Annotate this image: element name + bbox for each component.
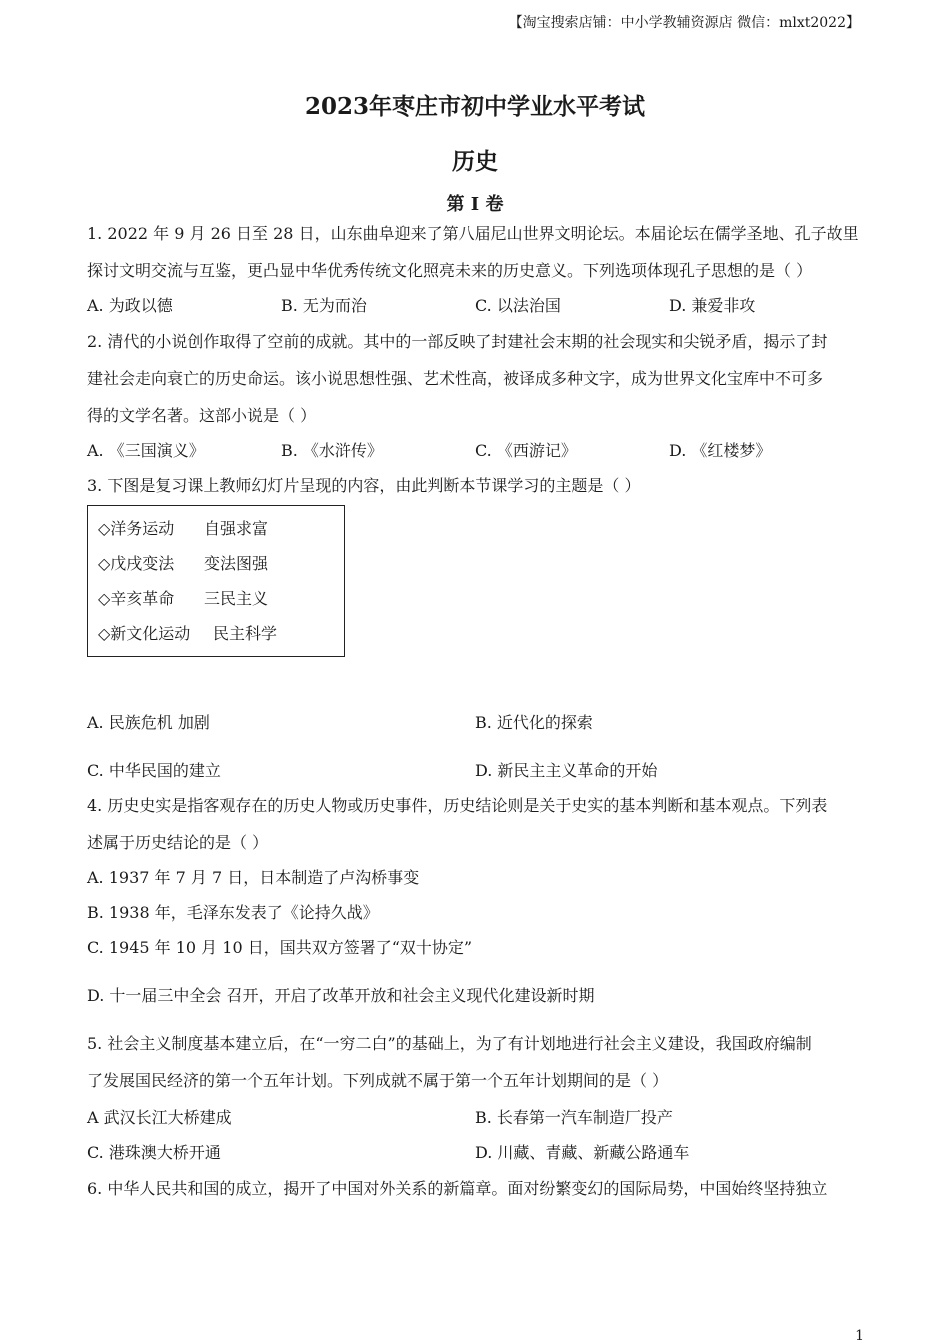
subject-title: 历史 [452,148,498,175]
question-4-option-a: A. 1937 年 7 月 7 日，日本制造了卢沟桥事变 [87,868,420,887]
question-5-option-b: B. 长春第一汽车制造厂投产 [475,1108,673,1127]
slide-row [98,586,268,609]
question-5-option-c: C. 港珠澳大桥开通 [87,1143,221,1162]
question-6-line-1: 6. 中华人民共和国的成立，揭开了中国对外关系的新篇章。面对纷繁变幻的国际局势，中国始终坚持独立 [87,1179,828,1198]
question-1-option-c: C. 以法治国 [475,296,561,315]
slide-event: ◇戊戌变法 [98,554,175,573]
slide-slogan: 变法图强 [204,554,269,573]
question-2-line-2: 建社会走向衰亡的历史命运。该小说思想性强、艺术性高，被译成多种文字，成为世界文化宝库中不可多 [87,369,824,388]
volume-title: 第 I 卷 [446,194,504,215]
slide-row [98,551,268,574]
question-2-option-b: B. 《水浒传》 [281,441,383,460]
question-1-option-d: D. 兼爱非攻 [669,296,756,315]
question-3-option-c: C. 中华民国的建立 [87,761,221,780]
question-3-option-d: D. 新民主主义革命的开始 [475,761,658,780]
question-4-option-d: D. 十一届三中全会 召开，开启了改革开放和社会主义现代化建设新时期 [87,986,595,1005]
question-3-option-a: A. 民族危机 加剧 [87,713,210,732]
question-4-option-b: B. 1938 年，毛泽东发表了《论持久战》 [87,903,379,922]
question-1-option-b: B. 无为而治 [281,296,367,315]
question-2-line-3: 得的文学名著。这部小说是（ ） [87,406,317,425]
slide-slogan: 三民主义 [204,589,269,608]
slide-event: ◇新文化运动 [98,624,191,643]
question-5-line-2: 了发展国民经济的第一个五年计划。下列成就不属于第一个五年计划期间的是（ ） [87,1071,669,1090]
page-number: 1 [855,1328,864,1344]
question-2-option-c: C. 《西游记》 [475,441,577,460]
slide-event: ◇洋务运动 [98,519,175,538]
question-5-option-a: A 武汉长江大桥建成 [87,1108,232,1127]
slide-row [98,516,268,539]
slide-row [98,621,277,644]
slide-slogan: 民主科学 [213,624,278,643]
question-3-option-b: B. 近代化的探索 [475,713,593,732]
slide-content-box [87,505,345,657]
question-5-line-1: 5. 社会主义制度基本建立后，在“一穷二白”的基础上，为了有计划地进行社会主义建设，我国政府编制 [87,1034,812,1053]
question-1-line-2: 探讨文明交流与互鉴，更凸显中华优秀传统文化照亮未来的历史意义。下列选项体现孔子思想的是（ ） [87,261,813,280]
question-2-option-a: A. 《三国演义》 [87,441,205,460]
question-5-option-d: D. 川藏、青藏、新藏公路通车 [475,1143,690,1162]
question-3-line-1: 3. 下图是复习课上教师幻灯片呈现的内容，由此判断本节课学习的主题是（ ） [87,476,641,495]
question-1-line-1: 1. 2022 年 9 月 26 日至 28 日，山东曲阜迎来了第八届尼山世界文明论坛。本届论坛在儒学圣地、孔子故里 [87,224,859,243]
question-2-line-1: 2. 清代的小说创作取得了空前的成就。其中的一部反映了封建社会末期的社会现实和尖锐矛盾，揭示了封 [87,332,828,351]
question-1-option-a: A. 为政以德 [87,296,173,315]
question-4-option-c: C. 1945 年 10 月 10 日，国共双方签署了“双十协定” [87,938,473,957]
header-note: 【淘宝搜索店铺：中小学教辅资源店 微信：mlxt2022】 [508,15,860,31]
slide-slogan: 自强求富 [204,519,269,538]
slide-event: ◇辛亥革命 [98,589,175,608]
question-4-line-1: 4. 历史史实是指客观存在的历史人物或历史事件，历史结论则是关于史实的基本判断和基本观点。下列表 [87,796,828,815]
question-2-option-d: D. 《红楼梦》 [669,441,772,460]
question-4-line-2: 述属于历史结论的是（ ） [87,833,269,852]
exam-title: 2023年枣庄市初中学业水平考试 [304,93,645,120]
